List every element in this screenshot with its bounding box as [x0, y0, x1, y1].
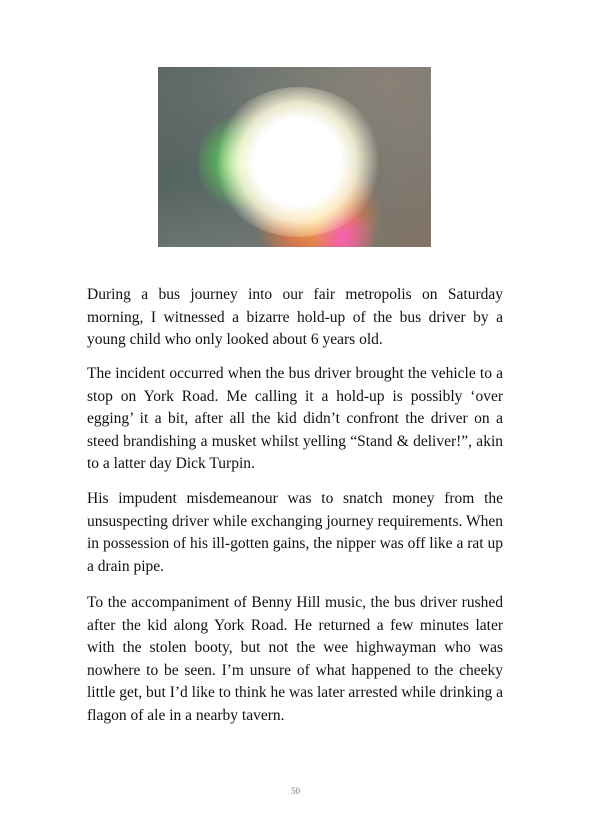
light-flare-photo	[158, 67, 431, 247]
white-light-core	[213, 87, 383, 237]
page-number: 50	[291, 786, 300, 796]
paragraph-2: The incident occurred when the bus driver brought the vehicle to a stop on York Road. Me calling it a hold-up is possibly ‘over egging’ it a bit, after all the kid didn’t confront the driver on a steed brandishing a musket whilst yelling “Stand & deliver!”, akin to a latter day Dick Turpin.	[87, 365, 503, 472]
paragraph-4: To the accompaniment of Benny Hill music, the bus driver rushed after the kid along York Road. He returned a few minutes later with the stolen booty, but not the wee highwayman who was nowhere to be seen. I’m unsure of what happened to the cheeky little get, but I’d like to think he was later arrested while drinking a flagon of ale in a nearby tavern.	[87, 594, 503, 724]
paragraph-1: During a bus journey into our fair metropolis on Saturday morning, I witnessed a bizarre hold-up of the bus driver by a young child who only looked about 6 years old.	[87, 286, 503, 348]
paragraph-3: His impudent misdemeanour was to snatch money from the unsuspecting driver while exchanging journey requirements. When in possession of his ill-gotten gains, the nipper was off like a rat up a drain pipe.	[87, 490, 503, 575]
